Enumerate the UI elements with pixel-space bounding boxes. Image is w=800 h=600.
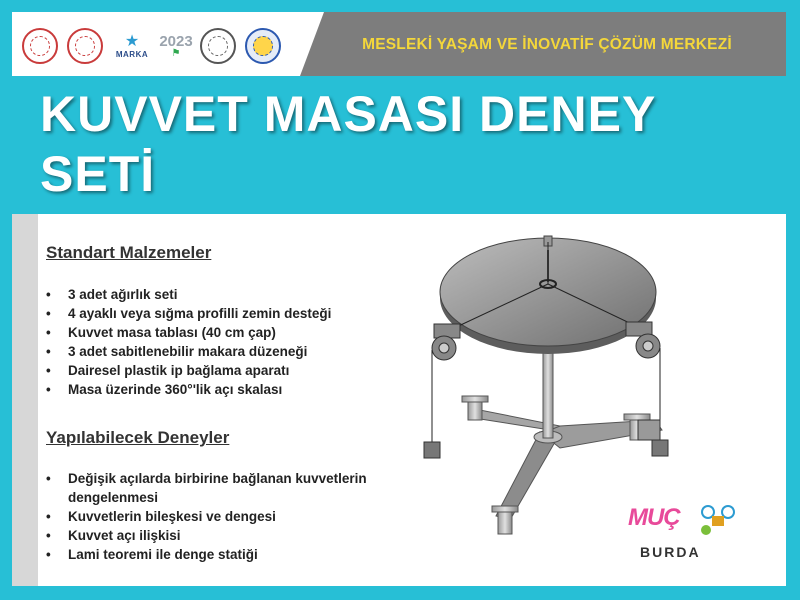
brand-word: MUÇ bbox=[628, 504, 680, 531]
list-item: • Değişik açılarda birbirine bağlanan kuvvetlerin dengelenmesi bbox=[44, 469, 454, 507]
ministry-emblem-icon bbox=[67, 28, 103, 64]
list-item: • Kuvvetlerin bileşkesi ve dengesi bbox=[44, 507, 454, 526]
list-item: • 3 adet ağırlık seti bbox=[44, 285, 331, 304]
muc-burda-logo bbox=[628, 500, 738, 570]
experiments-heading: Yapılabilecek Deneyler bbox=[46, 428, 230, 447]
vizyon-2023-icon: 2023 bbox=[159, 32, 193, 50]
list-item: • 4 ayaklı veya sığma profilli zemin desteği bbox=[44, 304, 331, 323]
list-item: • Lami teoremi ile denge statiği bbox=[44, 545, 454, 564]
marka-logo-text: MARKA bbox=[115, 49, 149, 59]
marka-star-icon: ★ bbox=[124, 32, 140, 50]
ministry-emblem-icon bbox=[22, 28, 58, 64]
institution-seal-icon bbox=[200, 28, 236, 64]
standard-materials-list bbox=[44, 285, 331, 399]
school-seal-icon bbox=[245, 28, 281, 64]
page-title bbox=[40, 84, 760, 204]
list-item: • Masa üzerinde 360°'lik açı skalası bbox=[44, 380, 331, 399]
brand-subtitle: BURDA bbox=[640, 544, 701, 560]
list-item: • 3 adet sabitlenebilir makara düzeneği bbox=[44, 342, 331, 361]
page-title-line2: SETİ bbox=[40, 146, 156, 202]
experiments-list bbox=[44, 469, 454, 564]
marka-logo bbox=[112, 34, 152, 59]
logo-row bbox=[22, 26, 281, 66]
page-title-line1: KUVVET MASASI DENEY bbox=[40, 86, 657, 142]
runner-icon: ⚑ bbox=[171, 47, 181, 59]
list-item: • Dairesel plastik ip bağlama aparatı bbox=[44, 361, 331, 380]
banner-title: MESLEKİ YAŞAM VE İNOVATİF ÇÖZÜM MERKEZİ bbox=[362, 36, 732, 53]
drone-gear-icon bbox=[698, 502, 738, 538]
standard-materials-heading: Standart Malzemeler bbox=[46, 243, 212, 262]
list-item: • Kuvvet açı ilişkisi bbox=[44, 526, 454, 545]
list-item: • Kuvvet masa tablası (40 cm çap) bbox=[44, 323, 331, 342]
vizyon-2023-logo bbox=[161, 34, 191, 59]
panel-side-strip bbox=[12, 214, 38, 586]
